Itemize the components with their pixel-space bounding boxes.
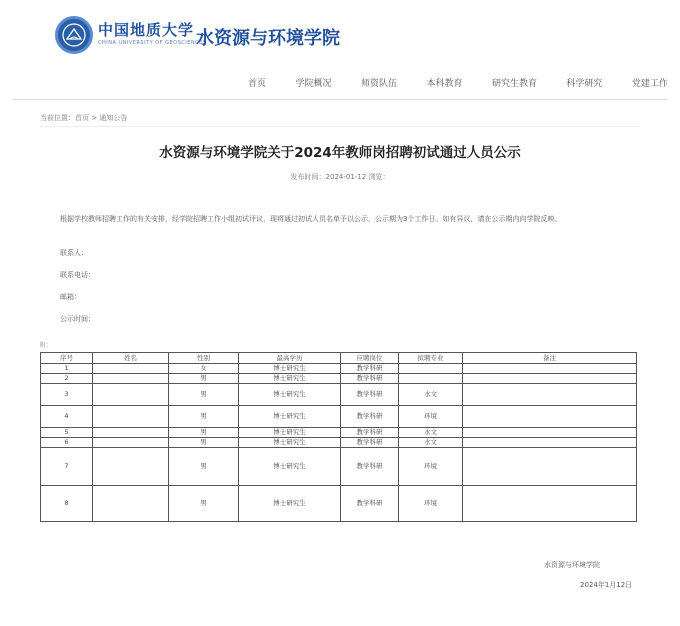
cell-index: 5 xyxy=(41,428,93,438)
cell-index: 4 xyxy=(41,406,93,428)
cell-degree: 博士研究生 xyxy=(239,374,341,384)
cell-remarks xyxy=(463,438,637,448)
cell-position: 教学科研 xyxy=(341,428,399,438)
cell-gender: 男 xyxy=(169,374,239,384)
nav-item-overview[interactable]: 学院概况 xyxy=(295,79,332,89)
cell-major xyxy=(399,364,463,374)
cell-major: 环境 xyxy=(399,406,463,428)
site-header xyxy=(0,0,680,72)
cell-major: 环境 xyxy=(399,486,463,522)
table-row xyxy=(41,448,637,486)
cell-position: 教学科研 xyxy=(341,486,399,522)
cell-position: 教学科研 xyxy=(341,374,399,384)
cell-degree: 博士研究生 xyxy=(239,364,341,374)
cell-gender: 男 xyxy=(169,384,239,406)
table-row xyxy=(41,384,637,406)
cell-name xyxy=(93,374,169,384)
school-name[interactable]: 水资源与环境学院 xyxy=(196,28,340,49)
contact-email[interactable]: 邮箱： xyxy=(60,293,81,301)
col-header-major: 拟聘专业 xyxy=(399,353,463,364)
nav-item-undergrad[interactable]: 本科教育 xyxy=(426,79,463,89)
cell-name xyxy=(93,438,169,448)
cell-gender: 男 xyxy=(169,486,239,522)
cell-position: 教学科研 xyxy=(341,364,399,374)
col-header-name: 姓名 xyxy=(93,353,169,364)
col-header-position: 应聘岗位 xyxy=(341,353,399,364)
cell-major: 水文 xyxy=(399,438,463,448)
cell-gender: 男 xyxy=(169,448,239,486)
table-row xyxy=(41,428,637,438)
contact-phone: 联系电话： xyxy=(60,271,95,279)
university-name[interactable]: 中国地质大学 xyxy=(98,21,195,39)
cell-degree: 博士研究生 xyxy=(239,486,341,522)
nav-item-home[interactable]: 首页 xyxy=(248,79,267,89)
col-header-degree: 最高学历 xyxy=(239,353,341,364)
nav-item-faculty[interactable]: 师资队伍 xyxy=(360,79,397,89)
breadcrumb[interactable]: 当前位置：首页 > 通知公告 xyxy=(40,114,128,122)
university-name-en: CHINA UNIVERSITY OF GEOSCIENCES xyxy=(98,40,207,46)
col-header-remarks: 备注 xyxy=(463,353,637,364)
cell-gender: 男 xyxy=(169,428,239,438)
cell-name xyxy=(93,364,169,374)
cell-major: 环境 xyxy=(399,448,463,486)
article-meta: 发布时间：2024-01-12 浏览： xyxy=(290,173,390,181)
breadcrumb-divider xyxy=(40,126,640,127)
university-emblem-icon[interactable] xyxy=(55,16,93,54)
contact-person: 联系人： xyxy=(60,249,88,257)
nav-item-party[interactable]: 党建工作 xyxy=(631,79,668,89)
cell-major: 水文 xyxy=(399,428,463,438)
cell-name xyxy=(93,428,169,438)
cell-remarks xyxy=(463,374,637,384)
main-nav xyxy=(248,76,668,94)
candidates-table xyxy=(40,352,637,522)
cell-position: 教学科研 xyxy=(341,384,399,406)
cell-position: 教学科研 xyxy=(341,448,399,486)
cell-gender: 男 xyxy=(169,438,239,448)
cell-index: 1 xyxy=(41,364,93,374)
cell-remarks xyxy=(463,384,637,406)
table-row xyxy=(41,438,637,448)
signature-date: 2024年1月12日 xyxy=(580,581,633,589)
cell-index: 2 xyxy=(41,374,93,384)
signature-org: 水资源与环境学院 xyxy=(544,561,600,569)
cell-remarks xyxy=(463,364,637,374)
cell-degree: 博士研究生 xyxy=(239,384,341,406)
table-row xyxy=(41,374,637,384)
col-header-index: 序号 xyxy=(41,353,93,364)
cell-degree: 博士研究生 xyxy=(239,448,341,486)
cell-position: 教学科研 xyxy=(341,438,399,448)
table-row xyxy=(41,406,637,428)
cell-position: 教学科研 xyxy=(341,406,399,428)
cell-name xyxy=(93,384,169,406)
cell-remarks xyxy=(463,448,637,486)
cell-remarks xyxy=(463,428,637,438)
table-header-row xyxy=(41,353,637,364)
cell-degree: 博士研究生 xyxy=(239,406,341,428)
cell-name xyxy=(93,406,169,428)
cell-gender: 男 xyxy=(169,406,239,428)
col-header-gender: 性别 xyxy=(169,353,239,364)
nav-divider xyxy=(12,99,668,100)
cell-name xyxy=(93,486,169,522)
contact-period: 公示时间： xyxy=(60,315,95,323)
cell-degree: 博士研究生 xyxy=(239,428,341,438)
table-caption: 附： xyxy=(40,342,53,349)
cell-major xyxy=(399,374,463,384)
article-title: 水资源与环境学院关于2024年教师岗招聘初试通过人员公示 xyxy=(159,145,521,161)
cell-major: 水文 xyxy=(399,384,463,406)
cell-degree: 博士研究生 xyxy=(239,438,341,448)
cell-index: 8 xyxy=(41,486,93,522)
cell-index: 3 xyxy=(41,384,93,406)
cell-index: 7 xyxy=(41,448,93,486)
cell-name xyxy=(93,448,169,486)
nav-item-research[interactable]: 科学研究 xyxy=(566,79,603,89)
table-row xyxy=(41,364,637,374)
cell-remarks xyxy=(463,486,637,522)
article-paragraph: 根据学校教师招聘工作的有关安排，经学院招聘工作小组初试评议，现将通过初试人员名单予以公示，公示期为3个工作日。如有异议，请在公示期内向学院反映。 xyxy=(60,215,562,223)
cell-gender: 女 xyxy=(169,364,239,374)
cell-remarks xyxy=(463,406,637,428)
nav-item-graduate[interactable]: 研究生教育 xyxy=(491,79,537,89)
cell-index: 6 xyxy=(41,438,93,448)
table-row xyxy=(41,486,637,522)
